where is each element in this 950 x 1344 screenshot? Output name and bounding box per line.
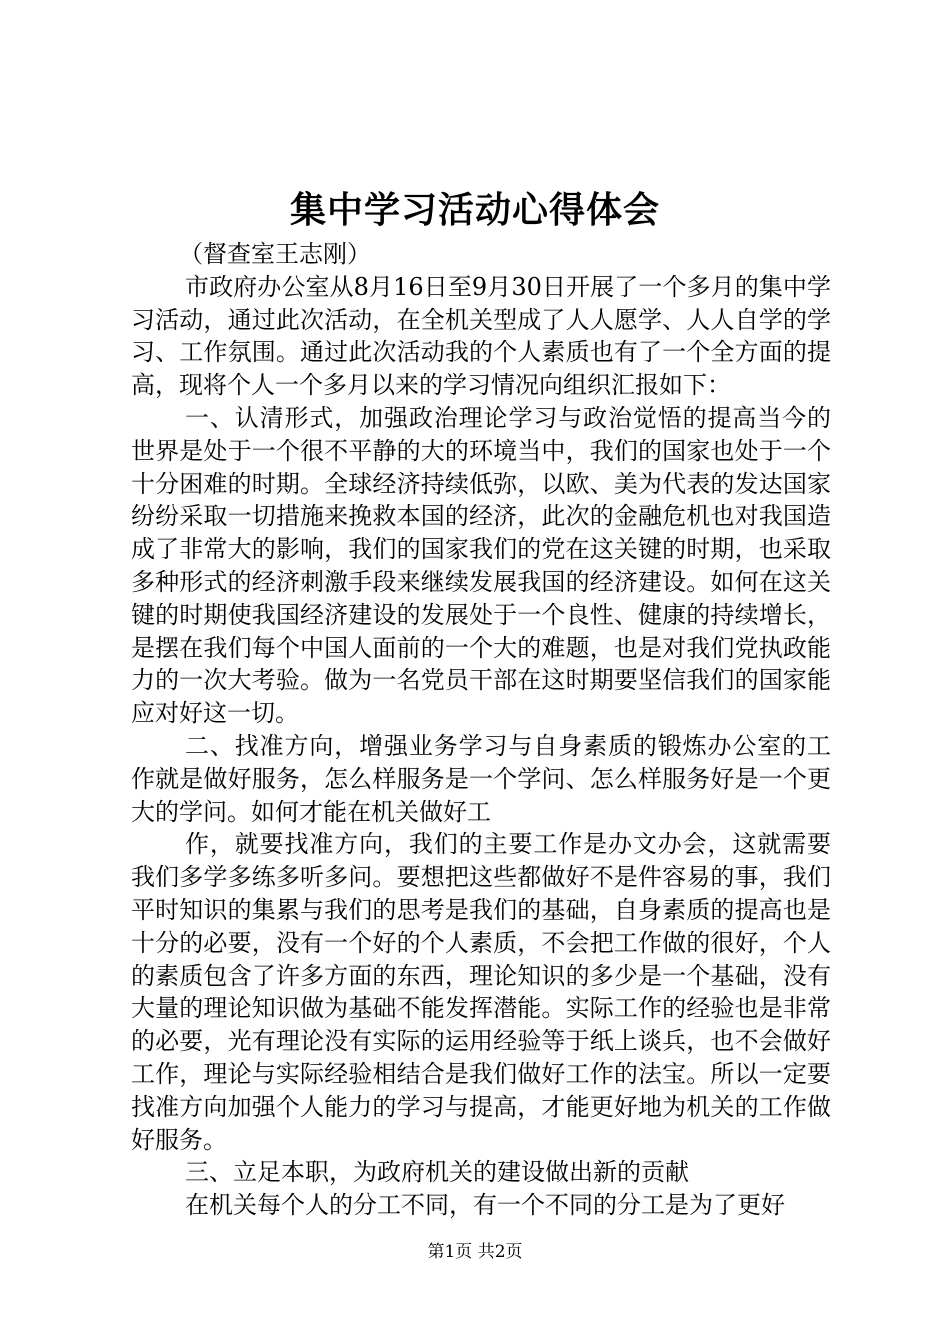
page-footer: 第1页 共2页 (427, 1242, 523, 1262)
paragraph-section-two: 二、找准方向，增强业务学习与自身素质的锻炼办公室的工作就是做好服务，怎么样服务是一个学问、怎么样服务好是一个更大的学问。如何才能在机关做好工 (131, 731, 831, 826)
paragraph-intro: 市政府办公室从8月16日至9月30日开展了一个多月的集中学习活动，通过此次活动，在全机关型成了人人愿学、人人自学的学习、工作氛围。通过此次活动我的个人素质也有了一个全方面的提高，现将个人一个多月以来的学习情况向组织汇报如下： (131, 272, 831, 400)
heading-section-three: 三、立足本职，为政府机关的建设做出新的贡献 (185, 1158, 689, 1187)
paragraph-section-three: 在机关每个人的分工不同，有一个不同的分工是为了更好 (185, 1191, 785, 1220)
document-title: 集中学习活动心得体会 (289, 189, 660, 231)
author-line: （督查室王志刚） (179, 240, 371, 268)
paragraph-section-one: 一、认清形式，加强政治理论学习与政治觉悟的提高当今的世界是处于一个很不平静的大的环境当中，我们的国家也处于一个十分困难的时期。全球经济持续低弥，以欧、美为代表的发达国家纷纷采取一切措施来挽救本国的经济，此次的金融危机也对我国造成了非常大的影响，我们的国家我们的党在这关键的时期，也采取多种形式的经济刺激手段来继续发展我国的经济建设。如何在这关键的时期使我国经济建设的发展处于一个良性、健康的持续增长，是摆在我们每个中国人面前的一个大的难题，也是对我们党执政能力的一次大考验。做为一名党员干部在这时期要坚信我们的国家能应对好这一切。 (131, 403, 831, 728)
document-body (131, 238, 831, 1222)
paragraph-section-two-continued: 作，就要找准方向，我们的主要工作是办文办会，这就需要我们多学多练多听多问。要想把这些都做好不是件容易的事，我们平时知识的集累与我们的思考是我们的基础，自身素质的提高也是十分的必要，没有一个好的个人素质，不会把工作做的很好，个人的素质包含了许多方面的东西，理论知识的多少是一个基础，没有大量的理论知识做为基础不能发挥潜能。实际工作的经验也是非常的必要，光有理论没有实际的运用经验等于纸上谈兵，也不会做好工作，理论与实际经验相结合是我们做好工作的法宝。所以一定要找准方向加强个人能力的学习与提高，才能更好地为机关的工作做好服务。 (131, 830, 831, 1154)
